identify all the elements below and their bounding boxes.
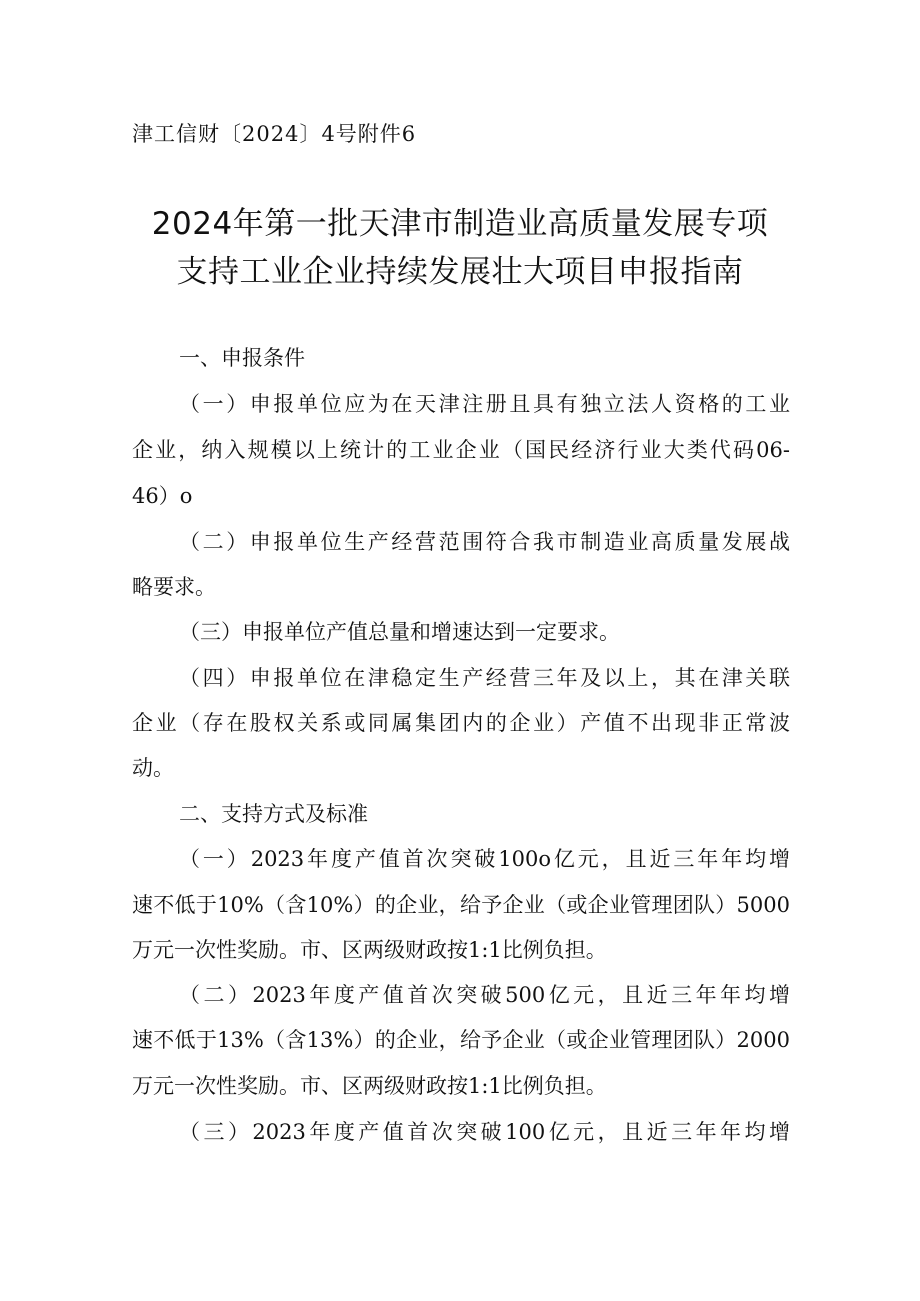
section-heading-support-method: 二、支持方式及标准 xyxy=(179,802,368,826)
paragraph-line: 速不低于13%（含13%）的企业，给予企业（或企业管理团队）2000 xyxy=(132,1028,790,1052)
paragraph-line: 46）o xyxy=(132,484,193,508)
paragraph-line: （三）申报单位产值总量和增速达到一定要求。 xyxy=(179,620,620,644)
paragraph-line: （三）2023年度产值首次突破100亿元，且近三年年均增 xyxy=(179,1120,790,1144)
paragraph-line: （一）2023年度产值首次突破100o亿元，且近三年年均增 xyxy=(179,847,790,871)
document-reference: 津工信财〔2024〕4号附件6 xyxy=(132,122,417,146)
paragraph-line: （一）申报单位应为在天津注册且具有独立法人资格的工业 xyxy=(179,392,790,416)
paragraph-line: 速不低于10%（含10%）的企业，给予企业（或企业管理团队）5000 xyxy=(132,893,790,917)
paragraph-line: 企业，纳入规模以上统计的工业企业（国民经济行业大类代码06- xyxy=(132,438,790,462)
paragraph-line: 动。 xyxy=(132,756,174,780)
paragraph-line: （四）申报单位在津稳定生产经营三年及以上，其在津关联 xyxy=(179,666,790,690)
paragraph-line: 万元一次性奖励。市、区两级财政按1:1比例负担。 xyxy=(132,938,607,962)
paragraph-line: （二）2023年度产值首次突破500亿元，且近三年年均增 xyxy=(179,983,790,1007)
section-heading-application-conditions: 一、申报条件 xyxy=(179,346,305,370)
paragraph-line: （二）申报单位生产经营范围符合我市制造业高质量发展战 xyxy=(179,530,790,554)
document-title-line-2: 支持工业企业持续发展壮大项目申报指南 xyxy=(176,254,744,290)
document-title-line-1: 2024年第一批天津市制造业高质量发展专项 xyxy=(151,206,769,242)
paragraph-line: 万元一次性奖励。市、区两级财政按1:1比例负担。 xyxy=(132,1074,607,1098)
paragraph-line: 略要求。 xyxy=(132,575,216,599)
paragraph-line: 企业（存在股权关系或同属集团内的企业）产值不出现非正常波 xyxy=(132,711,790,735)
